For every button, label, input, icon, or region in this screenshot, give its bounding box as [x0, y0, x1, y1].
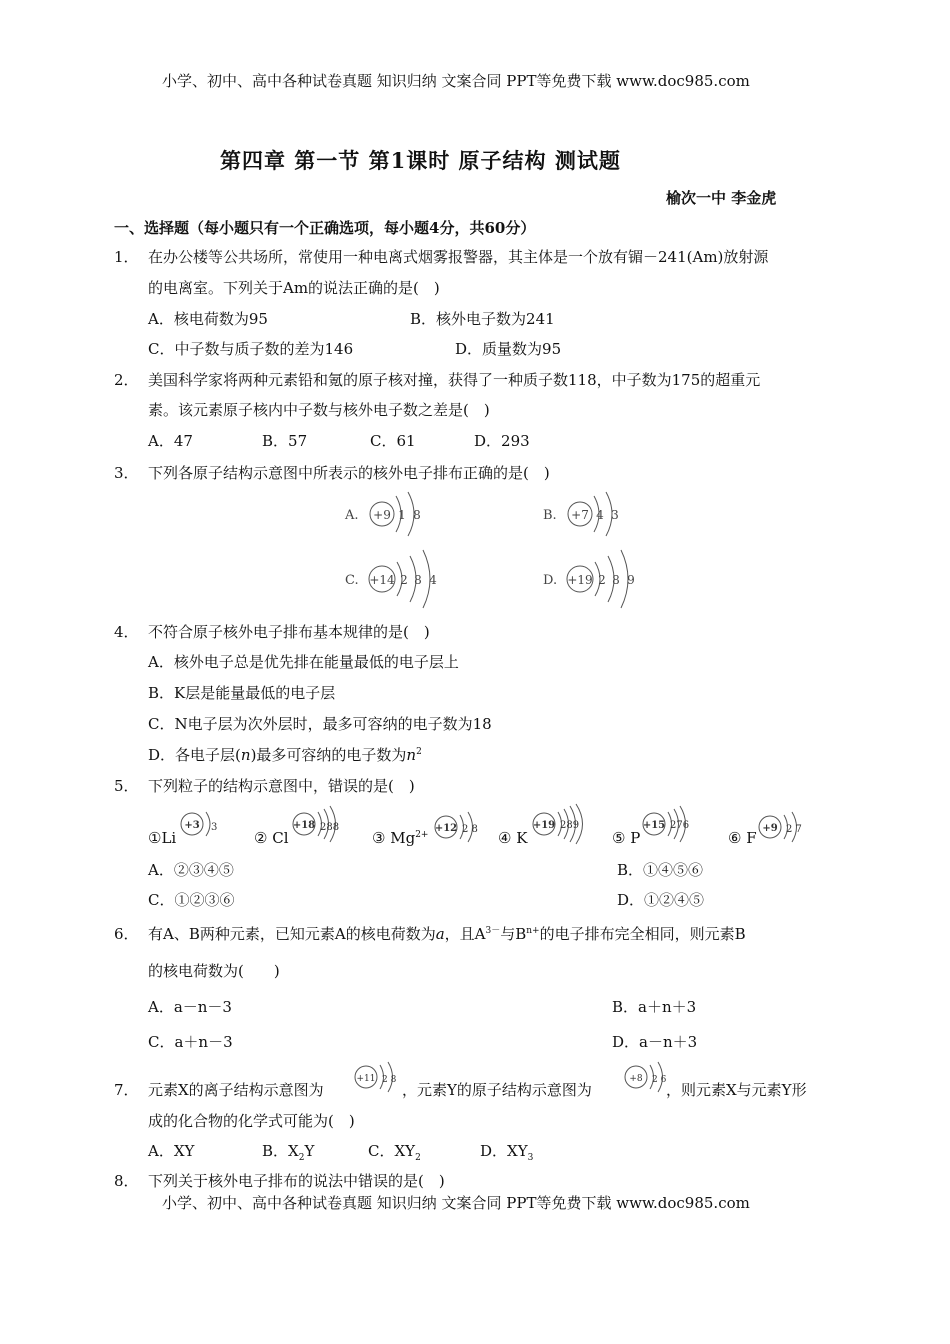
svg-text:2 6: 2 6 [652, 1075, 667, 1085]
shell-electrons: 8 [413, 508, 421, 522]
option-b[interactable]: B．a＋n＋3 [612, 998, 697, 1016]
option-d[interactable]: D．a－n＋3 [612, 1033, 698, 1051]
option-d[interactable] [148, 744, 422, 765]
svg-text:+8: +8 [629, 1074, 643, 1084]
question-text: 不符合原子核外电子排布基本规律的是( ) [148, 623, 430, 641]
question-text: ，元素Y的原子结构示意图为 [402, 1081, 592, 1099]
question-text: ，则元素X与元素Y形 [666, 1081, 807, 1099]
atom-diagram-c[interactable] [340, 548, 460, 612]
svg-text:+15: +15 [642, 820, 666, 831]
question-text: 有A、B两种元素，已知元素A的核电荷数为a，且$A^{3-}$与$B^{n+}$的电子排布完全相同，则元素B [148, 925, 746, 943]
svg-text:+19: +19 [532, 820, 556, 831]
question-text: 的电离室。下列关于Am的说法正确的是( ) [148, 279, 440, 297]
question-text: 美国科学家将两种元素铅和氪的原子核对撞，获得了一种质子数118，中子数为175的超重元 [148, 371, 761, 389]
superscript: 2 [416, 747, 422, 757]
nucleus-charge: +19 [567, 573, 593, 587]
option-b[interactable]: B．57 [262, 432, 308, 450]
svg-text:+3: +3 [184, 820, 200, 831]
option-d[interactable]: D．$XY_3$ [480, 1142, 534, 1163]
page-footer: 小学、初中、高中各种试卷真题 知识归纳 文案合同 PPT等免费下载 www.doc985.com [162, 1194, 750, 1212]
option-a[interactable]: A．47 [148, 432, 193, 450]
nucleus-charge: +9 [373, 508, 391, 522]
shell-electrons: 1 [398, 508, 406, 522]
page-title: 第四章 第一节 第1课时 原子结构 测试题 [220, 148, 621, 173]
atom-diagram-a[interactable] [340, 490, 450, 540]
particle-label: ③ $Mg^{2+}$ [372, 829, 429, 847]
option-b[interactable]: B．$X_2Y$ [262, 1142, 315, 1163]
option-d[interactable]: D．质量数为95 [455, 340, 562, 358]
shell-electrons: 3 [611, 508, 619, 522]
svg-text:+18: +18 [292, 820, 316, 831]
atom-diagram-d[interactable] [538, 548, 658, 612]
atom-diagram-y[interactable] [622, 1062, 668, 1094]
question-text: 的核电荷数为( ) [148, 962, 280, 980]
atom-diagram-b[interactable] [538, 490, 648, 540]
option-c[interactable]: C．61 [370, 432, 416, 450]
question-number: 6． [114, 925, 139, 943]
svg-text:2 8: 2 8 [382, 1075, 397, 1085]
section-heading: 一、选择题（每小题只有一个正确选项，每小题4分，共60分） [114, 219, 536, 237]
option-b[interactable]: B．①④⑤⑥ [617, 861, 704, 879]
shell-electrons: 2 [400, 573, 408, 587]
option-a[interactable]: A．核外电子总是优先排在能量最低的电子层上 [148, 653, 459, 671]
svg-text:+12: +12 [434, 823, 458, 834]
question-text: 素。该元素原子核内中子数与核外电子数之差是( ) [148, 401, 490, 419]
shell-electrons: 8 [414, 573, 422, 587]
particle-label: ② Cl [254, 829, 289, 847]
question-number: 8． [114, 1172, 139, 1190]
shell-electrons: 4 [596, 508, 604, 522]
author: 榆次一中 李金虎 [666, 189, 777, 207]
svg-text:+11: +11 [356, 1074, 376, 1084]
option-a[interactable]: A．核电荷数为95 [148, 310, 268, 328]
page-header: 小学、初中、高中各种试卷真题 知识归纳 文案合同 PPT等免费下载 www.doc985.com [162, 72, 750, 90]
particle-label: ⑤ P [612, 829, 641, 847]
question-number: 3． [114, 464, 139, 482]
svg-text:+9: +9 [762, 823, 778, 834]
particle-diagram[interactable] [530, 808, 594, 844]
option-label: C. [345, 573, 359, 588]
option-c[interactable]: C．a＋n－3 [148, 1033, 233, 1051]
option-a[interactable]: A．a－n－3 [148, 998, 232, 1016]
particle-diagram[interactable] [432, 812, 486, 844]
svg-text:2 7: 2 7 [786, 824, 802, 835]
particle-diagram[interactable] [178, 808, 224, 844]
shell-electrons: 2 [598, 573, 606, 587]
question-text: 在办公楼等公共场所，常使用一种电离式烟雾报警器，其主体是一个放有镅－241(Am)放射源 [148, 248, 769, 266]
question-number: 4． [114, 623, 139, 641]
particle-label: ①Li [148, 829, 177, 847]
particle-diagram[interactable] [290, 808, 350, 844]
variable-n: n [240, 746, 251, 764]
svg-text:288: 288 [320, 822, 340, 833]
svg-text:276: 276 [670, 820, 690, 831]
option-c[interactable]: C．①②③⑥ [148, 891, 235, 909]
shell-electrons: 9 [627, 573, 635, 587]
svg-text:3: 3 [211, 822, 218, 833]
option-text: )最多可容纳的电子数为 [250, 746, 407, 764]
option-a[interactable]: A．XY [148, 1142, 195, 1160]
question-number: 7． [114, 1081, 139, 1099]
option-c[interactable]: C．N电子层为次外层时，最多可容纳的电子数为18 [148, 715, 492, 733]
option-label: A. [345, 508, 359, 523]
option-b[interactable]: B．K层是能量最低的电子层 [148, 684, 336, 702]
option-a[interactable]: A．②③④⑤ [148, 861, 234, 879]
shell-electrons: 8 [612, 573, 620, 587]
option-text: D．各电子层( [148, 746, 241, 764]
option-d[interactable]: D．①②④⑤ [617, 891, 705, 909]
question-number: 1． [114, 248, 139, 266]
question-number: 5． [114, 777, 139, 795]
particle-label: ⑥ F [728, 829, 757, 847]
option-label: D. [543, 573, 558, 588]
question-text: 下列粒子的结构示意图中，错误的是( ) [148, 777, 415, 795]
option-c[interactable]: C．$XY_2$ [368, 1142, 421, 1163]
option-c[interactable]: C．中子数与质子数的差为146 [148, 340, 354, 358]
svg-text:289: 289 [560, 820, 580, 831]
question-text: 成的化合物的化学式可能为( ) [148, 1112, 355, 1130]
nucleus-charge: +14 [369, 573, 395, 587]
svg-text:2 8: 2 8 [462, 824, 478, 835]
nucleus-charge: +7 [571, 508, 589, 522]
option-label: B. [543, 508, 557, 523]
option-b[interactable]: B．核外电子数为241 [410, 310, 555, 328]
particle-diagram[interactable] [640, 808, 704, 844]
question-text: 元素X的离子结构示意图为 [148, 1081, 324, 1099]
option-d[interactable]: D．293 [474, 432, 530, 450]
shell-electrons: 4 [429, 573, 437, 587]
question-text: 下列关于核外电子排布的说法中错误的是( ) [148, 1172, 445, 1190]
variable-n: n [406, 746, 417, 764]
particle-label: ④ K [498, 829, 528, 847]
ion-diagram-x[interactable] [352, 1062, 398, 1094]
question-number: 2． [114, 371, 139, 389]
particle-diagram[interactable] [756, 812, 810, 844]
question-text: 下列各原子结构示意图中所表示的核外电子排布正确的是( ) [148, 464, 550, 482]
